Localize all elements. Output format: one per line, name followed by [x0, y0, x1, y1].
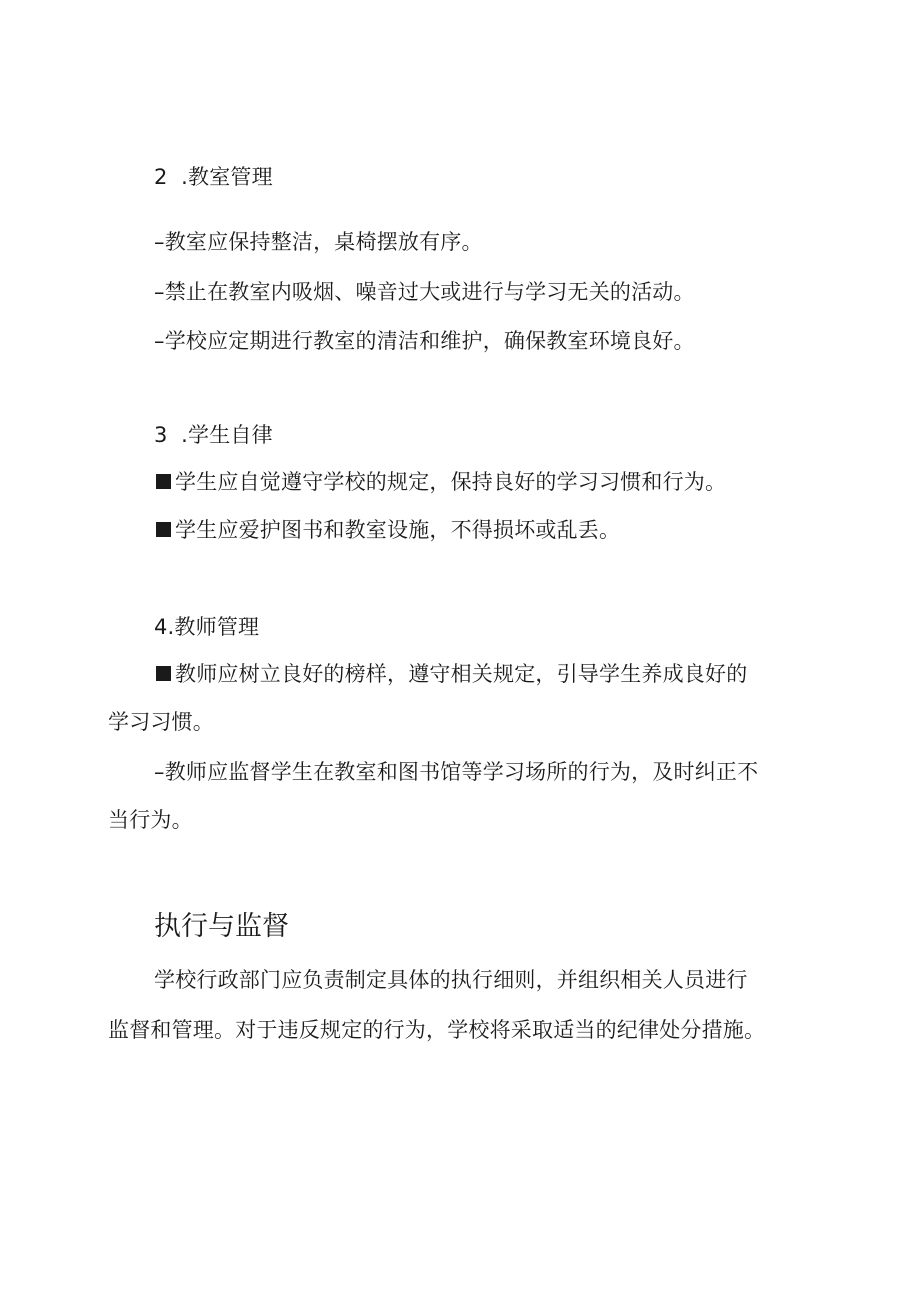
list-item-text: 教师应树立良好的榜样，遵守相关规定，引导学生养成良好的: [175, 662, 748, 686]
square-bullet-icon: [156, 666, 171, 681]
list-item: [154, 326, 695, 356]
list-item-text: 教师应监督学生在教室和图书馆等学习场所的行为，及时纠正不: [164, 760, 759, 784]
list-item-text: 教室应保持整洁，桌椅摆放有序。: [164, 230, 483, 254]
dash-bullet: –: [154, 230, 165, 254]
list-item-continuation: 当行为。: [108, 808, 193, 832]
section-title-text: .学生自律: [181, 423, 273, 447]
section-2-title: [154, 162, 273, 192]
section-title-text: 4.教师管理: [154, 615, 260, 639]
list-item: [154, 757, 758, 787]
section-heading: 执行与监督: [154, 911, 289, 942]
square-bullet-icon: [156, 474, 171, 489]
list-item: [154, 227, 483, 257]
list-item: [154, 277, 695, 307]
paragraph-line: 学校行政部门应负责制定具体的执行细则，并组织相关人员进行: [154, 968, 748, 992]
list-item: [156, 515, 620, 545]
section-title-text: .教室管理: [181, 165, 273, 189]
section-3-title: [154, 420, 273, 450]
square-bullet-icon: [156, 522, 171, 537]
list-item-text: 学生应自觉遵守学校的规定，保持良好的学习习惯和行为。: [175, 470, 727, 494]
list-item: [156, 659, 747, 689]
section-number: 3: [154, 423, 168, 447]
dash-bullet: –: [154, 760, 165, 784]
section-number: 2: [154, 165, 168, 189]
dash-bullet: –: [154, 280, 165, 304]
list-item-continuation: 学习习惯。: [108, 710, 214, 734]
paragraph-line: 监督和管理。对于违反规定的行为，学校将采取适当的纪律处分措施。: [108, 1018, 766, 1042]
list-item-text: 禁止在教室内吸烟、噪音过大或进行与学习无关的活动。: [164, 280, 695, 304]
list-item-text: 学生应爱护图书和教室设施，不得损坏或乱丢。: [175, 518, 621, 542]
dash-bullet: –: [154, 329, 165, 353]
list-item-text: 学校应定期进行教室的清洁和维护，确保教室环境良好。: [164, 329, 695, 353]
section-4-title: [154, 612, 259, 642]
list-item: [156, 467, 726, 497]
